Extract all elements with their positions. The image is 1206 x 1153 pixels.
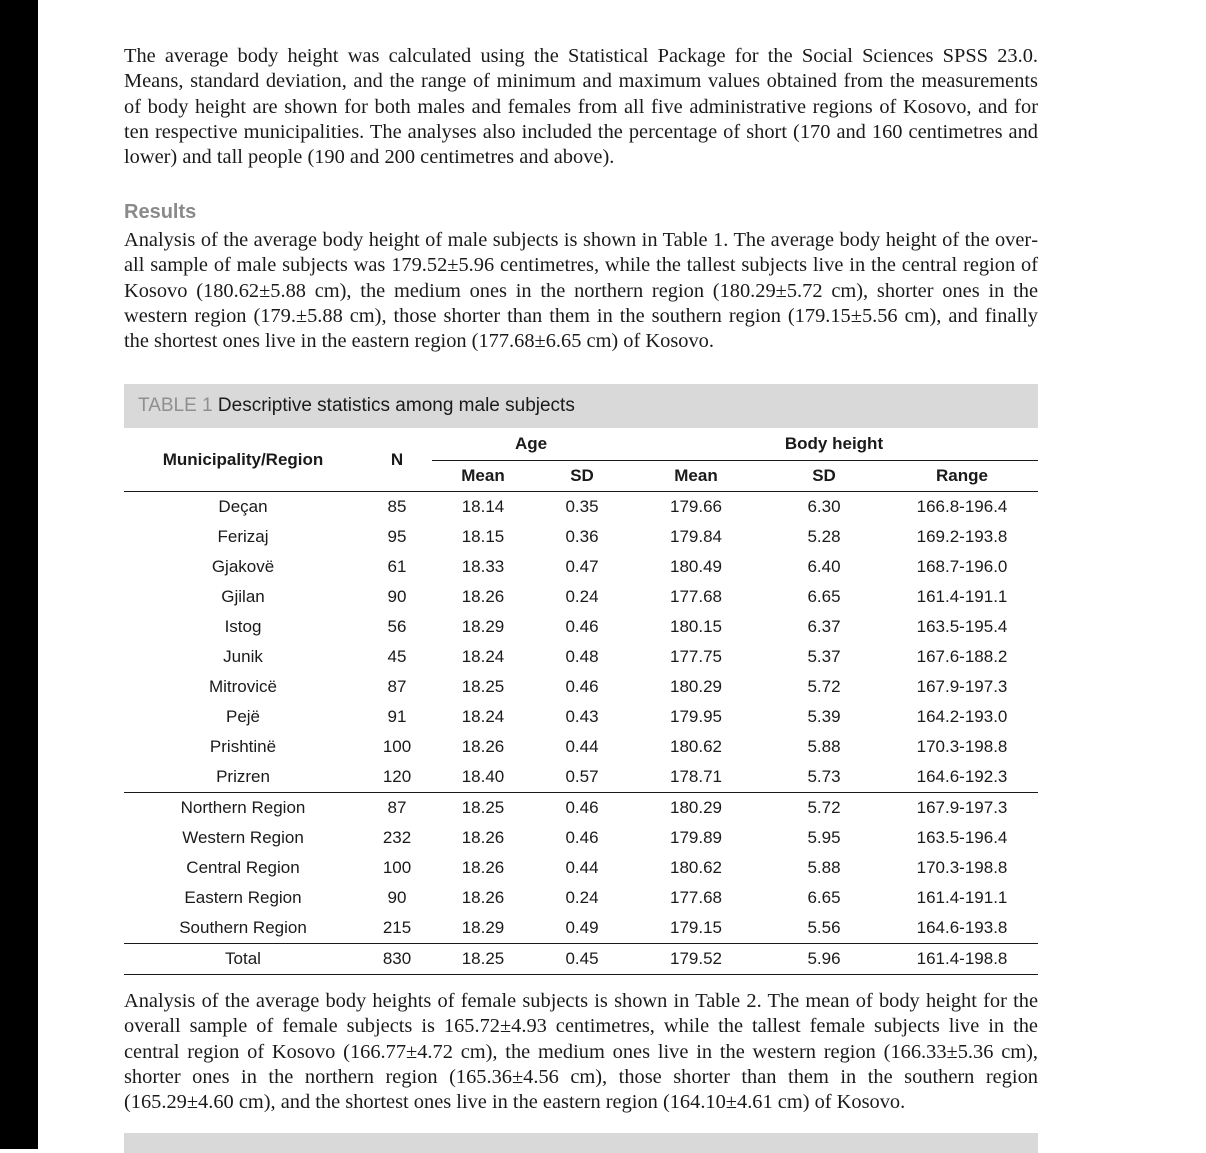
- cell-range: 161.4-198.8: [886, 944, 1038, 975]
- cell-bh-sd: 5.72: [807, 677, 841, 696]
- header-body-height: Body height: [630, 428, 1038, 461]
- cell-bh-mean: 179.95: [670, 707, 722, 726]
- cell-age-sd: 0.46: [565, 677, 599, 696]
- cell-name: Prishtinë: [209, 737, 277, 756]
- cell-age-mean: 18.26: [461, 858, 505, 877]
- cell-age-sd: 0.49: [565, 918, 599, 937]
- cell-bh-mean: 180.29: [630, 793, 762, 824]
- cell-bh-mean: 179.89: [670, 828, 722, 847]
- table-row: [124, 732, 1038, 762]
- cell-age-mean: 18.40: [461, 767, 505, 786]
- cell-bh-mean: 179.84: [670, 527, 722, 546]
- cell-range: 164.6-192.3: [916, 767, 1008, 786]
- cell-bh-sd: 5.88: [807, 737, 841, 756]
- cell-age-sd: 0.35: [565, 497, 599, 516]
- cell-age-mean: 18.26: [461, 587, 505, 606]
- cell-range: 167.9-197.3: [916, 677, 1008, 696]
- cell-age-mean: 18.33: [461, 557, 505, 576]
- cell-n: 100: [382, 858, 412, 877]
- cell-bh-sd: 5.73: [807, 767, 841, 786]
- cell-range: 164.6-193.8: [916, 918, 1008, 937]
- cell-age-mean: 18.29: [461, 617, 505, 636]
- cell-n: 91: [387, 707, 407, 726]
- cell-age-sd: 0.46: [534, 793, 630, 824]
- cell-n: 87: [387, 677, 407, 696]
- cell-age-sd: 0.44: [565, 737, 599, 756]
- cell-name: Eastern Region: [184, 888, 302, 907]
- cell-name: Western Region: [182, 828, 304, 847]
- cell-bh-sd: 6.40: [807, 557, 841, 576]
- female-paragraph: Analysis of the average body heights of female subjects is shown in Table 2. The mean of body height for the overall sample of female subjects is 165.72±4.93 centimetres, while the tallest female subjects live in the central region of Kosovo (166.77±4.72 cm), the medium ones live in the western region (166.33±5.36 cm), shorter ones in the northern region (165.36±4.56 cm), those shorter than them in the southern region (165.29±4.60 cm), and the shortest ones live in the eastern region (164.10±4.61 cm) of Kosovo.: [124, 990, 1038, 1114]
- table1-caption: [124, 384, 1038, 428]
- cell-n: 215: [382, 918, 412, 937]
- table1-caption-text: Descriptive statistics among male subjects: [217, 395, 575, 416]
- table-row: [124, 944, 1038, 975]
- table-row: [124, 853, 1038, 883]
- cell-n: 232: [382, 828, 412, 847]
- cell-bh-mean: 178.71: [670, 767, 722, 786]
- cell-bh-sd: 6.65: [807, 888, 841, 907]
- cell-bh-mean: 180.62: [670, 858, 722, 877]
- table-row: [124, 552, 1038, 582]
- cell-name: Deçan: [218, 497, 268, 516]
- cell-bh-mean: 180.15: [670, 617, 722, 636]
- cell-age-sd: 0.48: [565, 647, 599, 666]
- cell-age-mean: 18.26: [461, 888, 505, 907]
- cell-range: 166.8-196.4: [916, 497, 1008, 516]
- cell-name: Ferizaj: [217, 527, 269, 546]
- cell-age-sd: 0.57: [565, 767, 599, 786]
- cell-age-sd: 0.46: [565, 828, 599, 847]
- cell-bh-sd: 6.37: [807, 617, 841, 636]
- cell-bh-sd: 5.39: [807, 707, 841, 726]
- cell-n: 120: [382, 767, 412, 786]
- table1-caption-label: TABLE 1: [138, 395, 213, 416]
- header-age-mean: Mean: [432, 461, 534, 492]
- cell-bh-mean: 177.68: [670, 587, 722, 606]
- cell-n: 56: [387, 617, 407, 636]
- cell-age-sd: 0.44: [565, 858, 599, 877]
- methods-paragraph: The average body height was calculated using the Statistical Package for the Social Sciences SPSS 23.0. Means, standard deviation, and the range of minimum and maximum values obtained from the measurements of body height are shown for both males and females from all five administrative regions of Kosovo, and for ten respective municipalities. The analyses also included the percentage of short (170 and 160 centimetres and lower) and tall people (190 and 200 centimetres and above).: [124, 45, 1038, 169]
- table-row: [124, 702, 1038, 732]
- cell-name: Gjilan: [221, 587, 265, 606]
- table-row: [124, 642, 1038, 672]
- cell-bh-mean: 179.66: [670, 497, 722, 516]
- cell-n: 85: [387, 497, 407, 516]
- cell-age-mean: 18.24: [461, 647, 505, 666]
- cell-age-sd: 0.24: [565, 587, 599, 606]
- header-bh-sd: SD: [762, 461, 886, 492]
- results-heading: Results: [124, 201, 197, 223]
- cell-range: 167.6-188.2: [916, 647, 1008, 666]
- cell-range: 163.5-195.4: [916, 617, 1008, 636]
- cell-name: Pejë: [225, 707, 261, 726]
- table-row: [124, 522, 1038, 552]
- cell-n: 100: [382, 737, 412, 756]
- cell-age-mean: 18.29: [461, 918, 505, 937]
- cell-bh-sd: 6.65: [807, 587, 841, 606]
- table1-body: [124, 492, 1038, 975]
- cell-bh-mean: 180.62: [670, 737, 722, 756]
- cell-age-sd: 0.24: [565, 888, 599, 907]
- cell-bh-mean: 179.52: [630, 944, 762, 975]
- header-municipality: Municipality/Region: [124, 428, 362, 492]
- cell-name: Total: [124, 944, 362, 975]
- cell-age-sd: 0.36: [565, 527, 599, 546]
- table-row: [124, 612, 1038, 642]
- cell-n: 90: [387, 587, 407, 606]
- results-paragraph: Analysis of the average body height of male subjects is shown in Table 1. The average body height of the overall sample of male subjects was 179.52±5.96 centimetres, while the tallest subjects live in the central region of Kosovo (180.62±5.88 cm), the medium ones in the northern region (180.29±5.72 cm), shorter ones in the western region (179.±5.88 cm), those shorter than them in the southern region (179.15±5.56 cm), and finally the shortest ones live in the eastern region (177.68±6.65 cm) of Kosovo.: [124, 229, 1038, 353]
- header-bh-mean: Mean: [630, 461, 762, 492]
- cell-range: 164.2-193.0: [916, 707, 1008, 726]
- header-n: N: [362, 428, 432, 492]
- table-row: [124, 762, 1038, 793]
- cell-age-mean: 18.26: [461, 737, 505, 756]
- table2-caption-bar: [124, 1133, 1038, 1153]
- cell-bh-sd: 5.56: [807, 918, 841, 937]
- table-row: [124, 913, 1038, 944]
- cell-range: 167.9-197.3: [886, 793, 1038, 824]
- table-row: [124, 582, 1038, 612]
- cell-range: 170.3-198.8: [916, 737, 1008, 756]
- cell-name: Central Region: [186, 858, 300, 877]
- cell-n: 95: [387, 527, 407, 546]
- cell-n: 87: [362, 793, 432, 824]
- table-row: [124, 883, 1038, 913]
- cell-range: 169.2-193.8: [916, 527, 1008, 546]
- cell-n: 830: [362, 944, 432, 975]
- cell-range: 161.4-191.1: [916, 587, 1008, 606]
- cell-name: Junik: [223, 647, 263, 666]
- table-row: [124, 823, 1038, 853]
- table-row: [124, 793, 1038, 824]
- cell-age-mean: 18.14: [461, 497, 505, 516]
- cell-range: 170.3-198.8: [916, 858, 1008, 877]
- cell-range: 163.5-196.4: [916, 828, 1008, 847]
- cell-age-sd: 0.43: [565, 707, 599, 726]
- viewer-left-edge: [0, 0, 38, 1149]
- cell-name: Southern Region: [179, 918, 307, 937]
- cell-age-mean: 18.25: [461, 677, 505, 696]
- cell-bh-mean: 177.68: [670, 888, 722, 907]
- cell-bh-mean: 179.15: [670, 918, 722, 937]
- cell-age-sd: 0.45: [534, 944, 630, 975]
- cell-age-mean: 18.25: [432, 944, 534, 975]
- cell-n: 61: [387, 557, 407, 576]
- cell-bh-sd: 5.37: [807, 647, 841, 666]
- cell-bh-sd: 6.30: [807, 497, 841, 516]
- header-age-sd: SD: [534, 461, 630, 492]
- cell-name: Mitrovicë: [208, 677, 277, 696]
- cell-name: Prizren: [216, 767, 270, 786]
- cell-bh-sd: 5.96: [762, 944, 886, 975]
- cell-name: Gjakovë: [211, 557, 275, 576]
- cell-bh-sd: 5.28: [807, 527, 841, 546]
- table1: [124, 428, 1038, 975]
- cell-n: 90: [387, 888, 407, 907]
- cell-bh-sd: 5.72: [762, 793, 886, 824]
- header-age: Age: [432, 428, 630, 461]
- cell-name: Northern Region: [124, 793, 362, 824]
- cell-age-mean: 18.24: [461, 707, 505, 726]
- cell-range: 168.7-196.0: [916, 557, 1008, 576]
- table-row: [124, 492, 1038, 523]
- cell-n: 45: [387, 647, 407, 666]
- cell-range: 161.4-191.1: [916, 888, 1008, 907]
- cell-bh-sd: 5.95: [807, 828, 841, 847]
- cell-bh-mean: 177.75: [670, 647, 722, 666]
- header-bh-range: Range: [886, 461, 1038, 492]
- cell-bh-mean: 180.49: [670, 557, 722, 576]
- cell-age-mean: 18.26: [461, 828, 505, 847]
- cell-age-sd: 0.46: [565, 617, 599, 636]
- cell-age-mean: 18.15: [461, 527, 505, 546]
- cell-age-mean: 18.25: [432, 793, 534, 824]
- cell-bh-sd: 5.88: [807, 858, 841, 877]
- cell-name: Istog: [224, 617, 262, 636]
- table-row: [124, 672, 1038, 702]
- cell-age-sd: 0.47: [565, 557, 599, 576]
- cell-bh-mean: 180.29: [670, 677, 722, 696]
